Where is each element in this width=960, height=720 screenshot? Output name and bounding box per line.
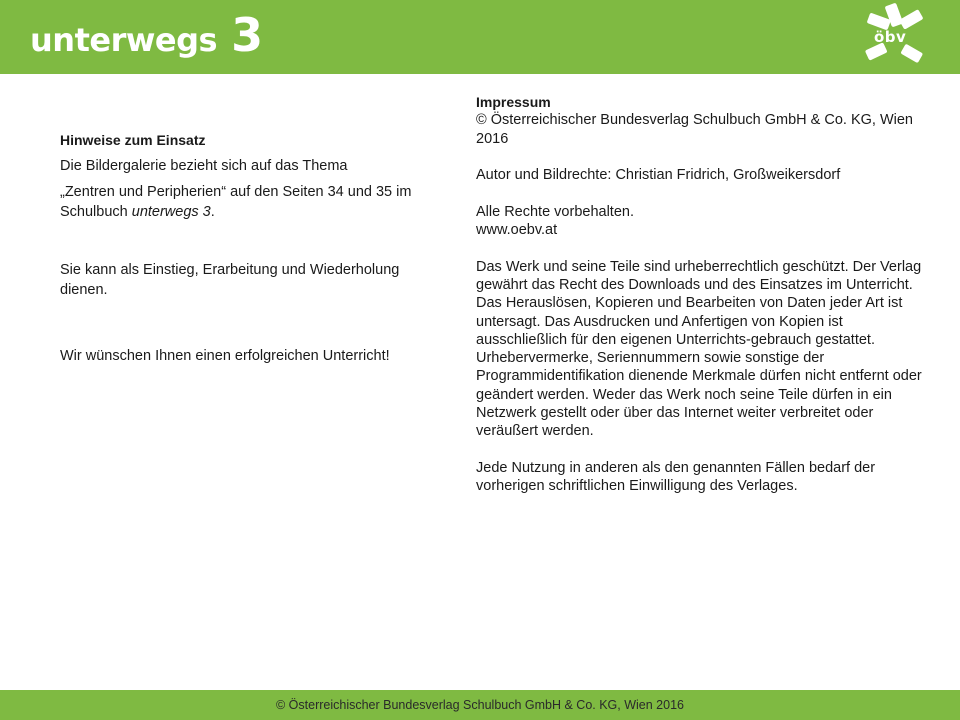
impressum [476, 93, 936, 496]
notes-paragraph-thema: Die Bildergalerie bezieht sich auf das Thema [60, 158, 348, 174]
notes-book-title: unterwegs 3 [131, 204, 211, 220]
spacer [476, 239, 936, 257]
publisher-logo-text: öbv [874, 28, 907, 46]
usage-notes [60, 130, 440, 366]
notes-zentren-end: . [210, 204, 215, 220]
notes-paragraph-wunsch: Wir wünschen Ihnen einen erfolgreichen Unterricht! [60, 348, 390, 364]
impressum-url: www.oebv.at [476, 222, 558, 239]
impressum-rights: Alle Rechte vorbehalten. [476, 203, 634, 220]
notes-zentren-text: „Zentren und Peripherien“ auf den Seiten 34 und 35 im Schulbuch [60, 184, 412, 220]
brand-logo [30, 8, 263, 68]
brand-word: unterwegs [30, 21, 218, 59]
impressum-title: Impressum [476, 94, 551, 110]
spacer [476, 148, 936, 166]
spacer [476, 441, 936, 459]
impressum-copyright: © Österreichischer Bundesverlag Schulbuch GmbH & Co. KG, Wien 2016 [476, 112, 913, 147]
impressum-legal-text: Das Werk und seine Teile sind urheberrechtlich geschützt. Der Verlag gewährt das Recht des Downloads und des Einsatzes im Unterricht. Das Herauslösen, Kopieren und Bearbeiten von Daten jeder Art ist untersagt. Das Ausdrucken und Anfertigen von Kopien ist ausschließlich für den eigenen Unterrichts-gebrauch gestattet. Urhebervermerke, Seriennummern sowie sonstige der Programmidentifikation dienende Merkmale dürfen nicht entfernt oder geändert werden. Weder das Werk noch seine Teile dürfen in ein Netzwerk gestellt oder über das Internet weiter verbreitet oder veräußert werden. [476, 258, 922, 440]
notes-paragraph-zentren [60, 182, 440, 222]
notes-paragraph-einstieg: Sie kann als Einstieg, Erarbeitung und Wiederholung dienen. [60, 262, 400, 298]
footer-bar [0, 690, 960, 720]
brand-volume-number: 3 [231, 8, 264, 62]
usage-notes-heading: Hinweise zum Einsatz [60, 132, 206, 148]
spacer [476, 184, 936, 202]
footer-copyright: © Österreichischer Bundesverlag Schulbuch GmbH & Co. KG, Wien 2016 [275, 698, 684, 712]
header-bar [0, 0, 960, 74]
impressum-usage-text: Jede Nutzung in anderen als den genannten Fällen bedarf der vorherigen schriftlichen Einwilligung des Verlages. [476, 459, 876, 495]
impressum-author: Autor und Bildrechte: Christian Fridrich, Großweikersdorf [476, 167, 841, 184]
